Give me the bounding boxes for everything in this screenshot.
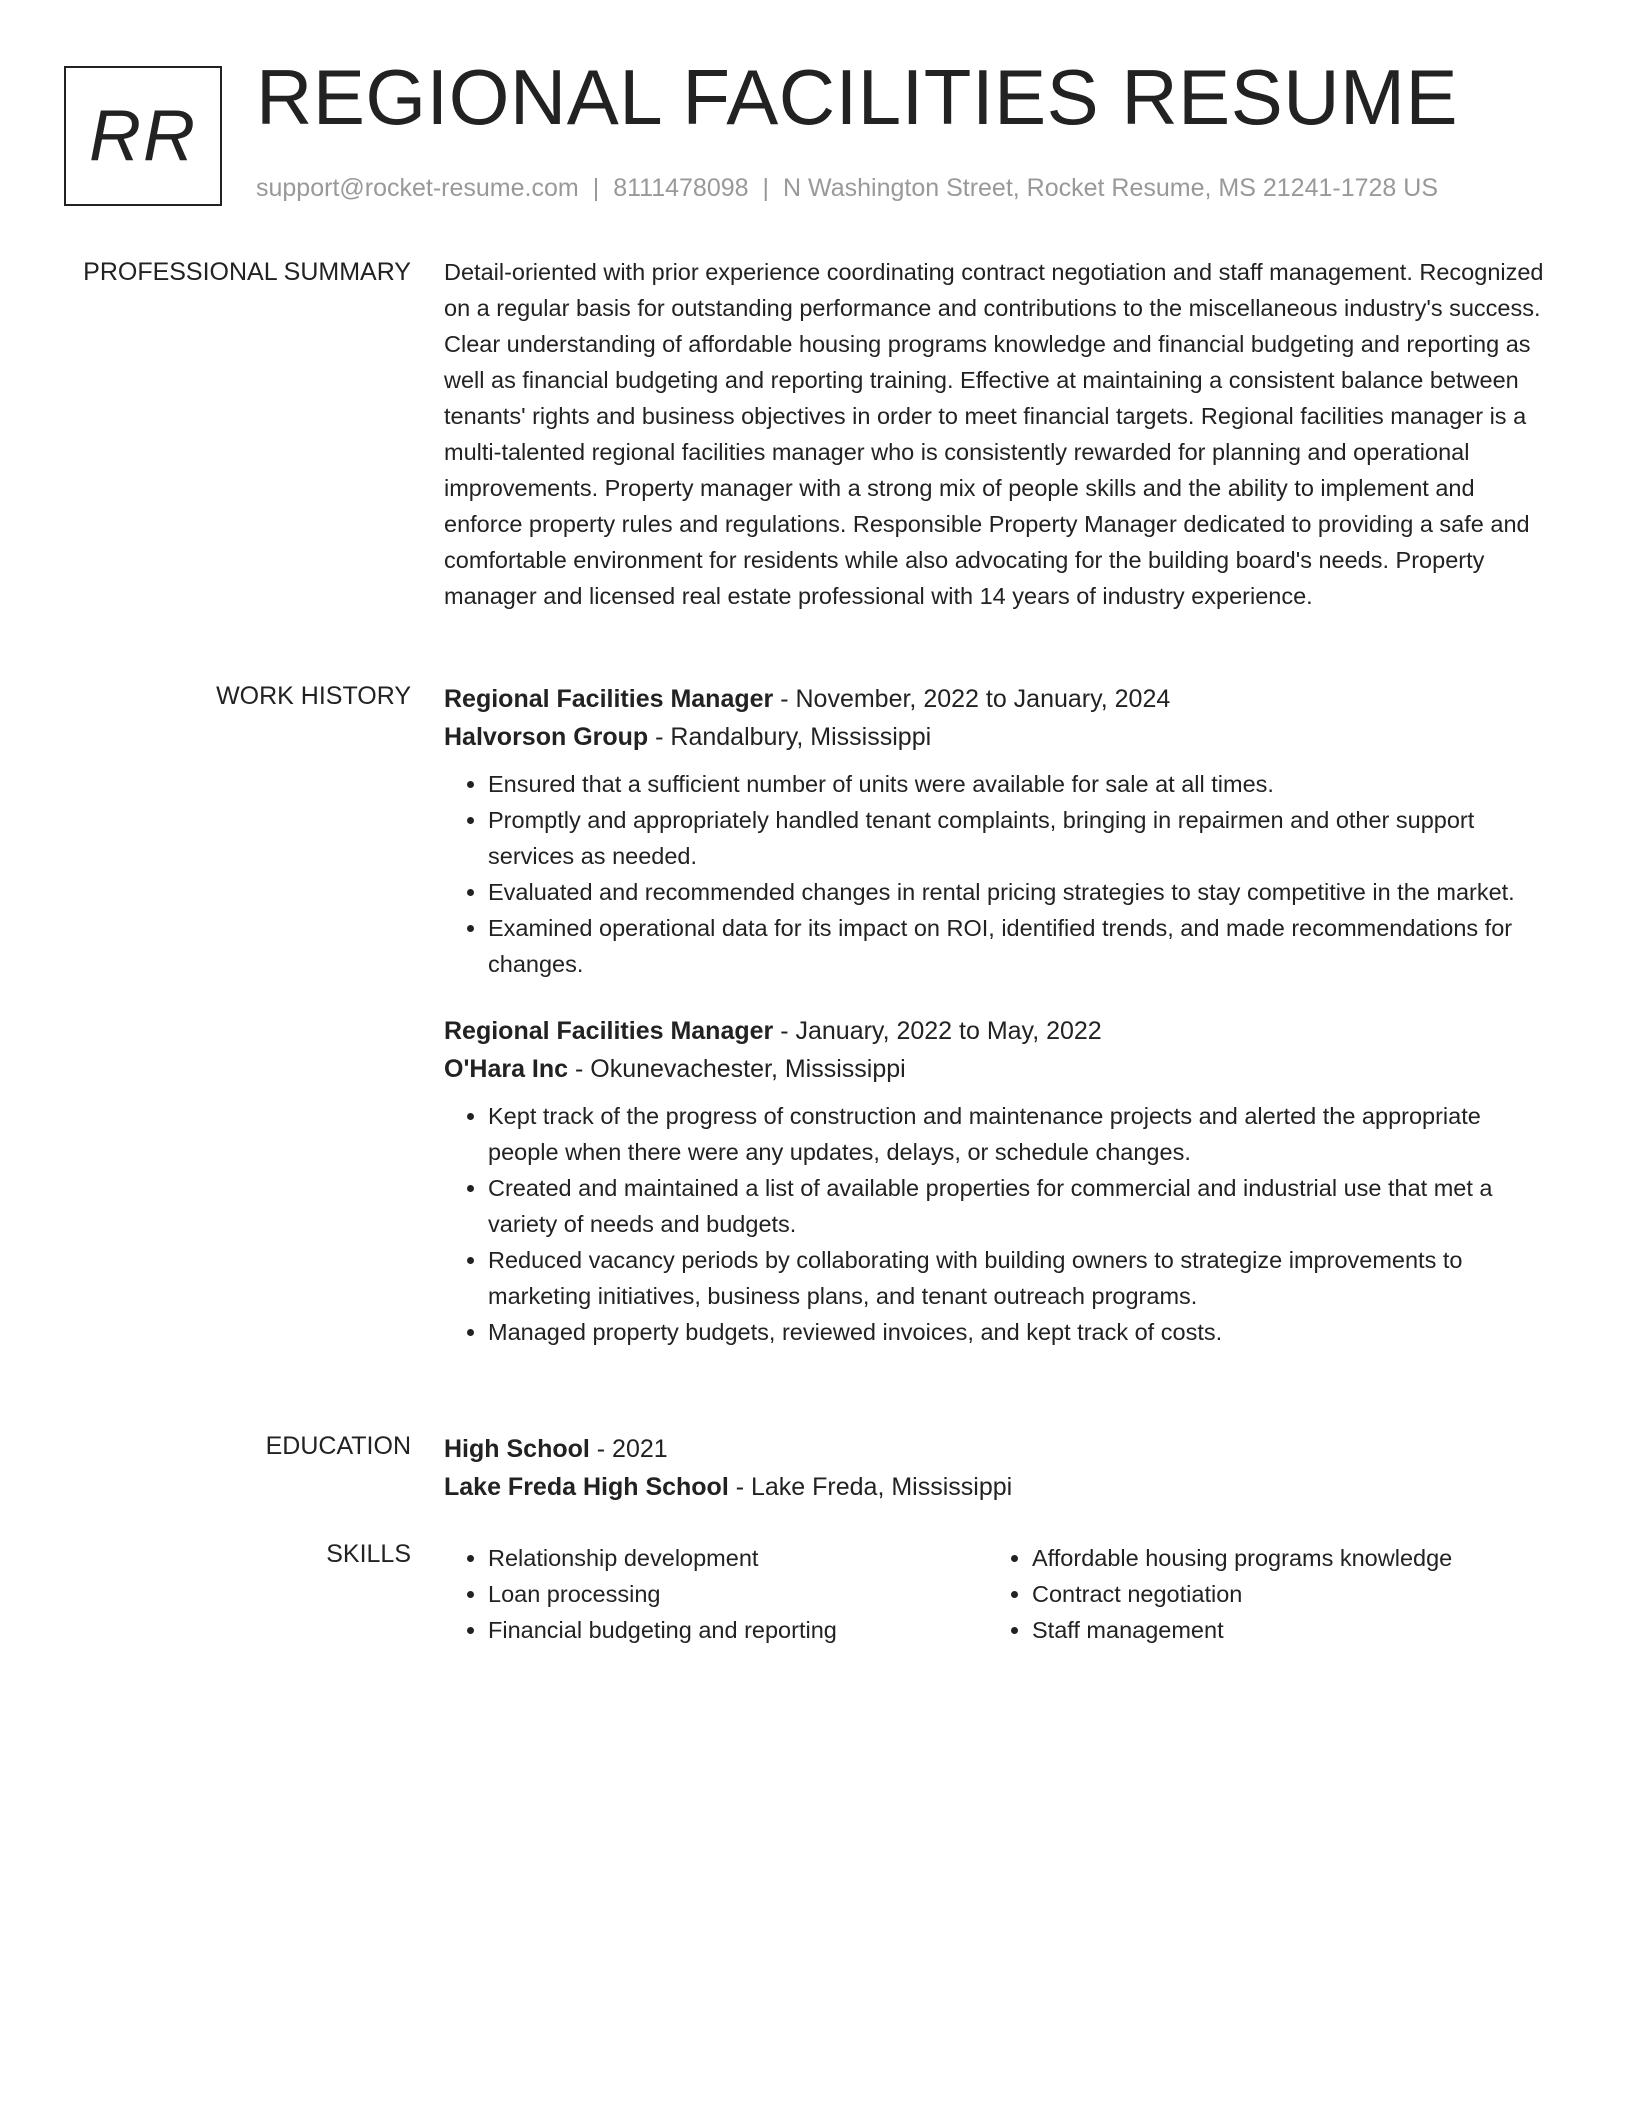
skills-body xyxy=(444,1540,1556,1648)
job-bullet: • Reduced vacancy periods by collaborating with building owners to strategize improvements to marketing initiatives, business plans, and tenant outreach programs. xyxy=(488,1242,1556,1314)
education-school: Lake Freda High School xyxy=(444,1473,729,1501)
contact-line xyxy=(256,174,1438,203)
job-location: - Randalbury, Mississippi xyxy=(648,723,932,751)
job-bullet: • Examined operational data for its impact on ROI, identified trends, and made recommendations for changes. xyxy=(488,910,1556,982)
job-company-line xyxy=(444,718,1556,756)
job-bullet: • Evaluated and recommended changes in rental pricing strategies to stay competitive in the market. xyxy=(488,874,1556,910)
summary-heading: PROFESSIONAL SUMMARY xyxy=(83,258,411,286)
skills-heading: SKILLS xyxy=(326,1540,411,1568)
contact-address: N Washington Street, Rocket Resume, MS 21241-1728 US xyxy=(783,174,1438,202)
skill-item: • Loan processing xyxy=(488,1576,988,1612)
education-heading: EDUCATION xyxy=(265,1432,411,1460)
contact-email[interactable]: support@rocket-resume.com xyxy=(256,174,579,202)
job-bullet: • Promptly and appropriately handled tenant complaints, bringing in repairmen and other support services as needed. xyxy=(488,802,1556,874)
summary-body xyxy=(444,254,1556,614)
job-bullets xyxy=(444,1098,1556,1350)
skills-column-right xyxy=(988,1540,1532,1648)
skill-item: • Contract negotiation xyxy=(1032,1576,1532,1612)
job-dates: - January, 2022 to May, 2022 xyxy=(773,1017,1102,1045)
job-bullet: • Created and maintained a list of available properties for commercial and industrial use that met a variety of needs and budgets. xyxy=(488,1170,1556,1242)
work-history-heading: WORK HISTORY xyxy=(216,682,411,710)
education-body xyxy=(444,1430,1556,1506)
skill-item: • Financial budgeting and reporting xyxy=(488,1612,988,1648)
skills-grid xyxy=(444,1540,1556,1648)
contact-phone[interactable]: 8111478098 xyxy=(613,174,749,202)
job-dates: - November, 2022 to January, 2024 xyxy=(773,685,1171,713)
skill-item: • Affordable housing programs knowledge xyxy=(1032,1540,1532,1576)
education-school-line xyxy=(444,1468,1556,1506)
job-title: Regional Facilities Manager xyxy=(444,1017,774,1045)
education-year: - 2021 xyxy=(589,1435,668,1463)
job-entry xyxy=(444,1012,1556,1350)
job-bullets xyxy=(444,766,1556,982)
education-degree: High School xyxy=(444,1435,590,1463)
contact-separator: | xyxy=(592,174,600,202)
skills-column-left xyxy=(444,1540,988,1648)
job-title-line xyxy=(444,1012,1556,1050)
skill-item: • Relationship development xyxy=(488,1540,988,1576)
resume-title: REGIONAL FACILITIES RESUME xyxy=(256,53,1459,141)
job-company: Halvorson Group xyxy=(444,723,649,751)
job-bullet: • Ensured that a sufficient number of units were available for sale at all times. xyxy=(488,766,1556,802)
work-history-body xyxy=(444,680,1556,1350)
job-company-line xyxy=(444,1050,1556,1088)
skill-item: • Staff management xyxy=(1032,1612,1532,1648)
monogram-logo xyxy=(64,66,222,206)
education-location: - Lake Freda, Mississippi xyxy=(728,1473,1013,1501)
job-bullet: • Kept track of the progress of construction and maintenance projects and alerted the appropriate people when there were any updates, delays, or schedule changes. xyxy=(488,1098,1556,1170)
job-company: O'Hara Inc xyxy=(444,1055,569,1083)
job-entry xyxy=(444,680,1556,982)
summary-text: Detail-oriented with prior experience coordinating contract negotiation and staff management. Recognized on a regular basis for outstanding performance and contributions to the miscellaneous industry's success. Clear understanding of affordable housing programs knowledge and financial budgeting and reporting as well as financial budgeting and reporting training. Effective at maintaining a consistent balance between tenants' rights and business objectives in order to meet financial targets. Regional facilities manager is a multi-talented regional facilities manager who is consistently rewarded for planning and operational improvements. Property manager with a strong mix of people skills and the ability to implement and enforce property rules and regulations. Responsible Property Manager dedicated to providing a safe and comfortable environment for residents while also advocating for the building board's needs. Property manager and licensed real estate professional with 14 years of industry experience. xyxy=(444,259,1544,609)
contact-separator: | xyxy=(762,174,770,202)
job-bullet: • Managed property budgets, reviewed invoices, and kept track of costs. xyxy=(488,1314,1556,1350)
job-title: Regional Facilities Manager xyxy=(444,685,774,713)
education-degree-line xyxy=(444,1430,1556,1468)
job-title-line xyxy=(444,680,1556,718)
monogram-text: RR xyxy=(89,96,197,176)
job-location: - Okunevachester, Mississippi xyxy=(568,1055,906,1083)
